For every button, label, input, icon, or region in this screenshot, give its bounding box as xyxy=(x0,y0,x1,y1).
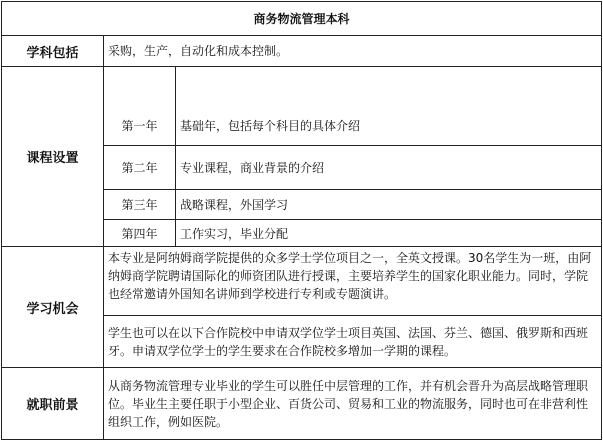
course-desc: 战略课程，外国学习 xyxy=(176,190,602,220)
course-year-row xyxy=(2,67,602,106)
opportunities-row-1 xyxy=(2,247,602,316)
opportunities-paragraph-2 xyxy=(104,316,602,368)
career-text: 从商务物流管理专业毕业的学生可以胜任中层管理的工作，并有机会晋升为高层战略管理职位。毕业生主要任职于小型企业、百货公司、贸易和工业的物流服务，同时也可在非营利性组织工作，例如医院。 xyxy=(108,378,589,429)
course-year: 第三年 xyxy=(104,190,176,220)
title-row xyxy=(2,2,602,36)
courses-label: 课程设置 xyxy=(2,67,104,247)
discipline-row xyxy=(2,36,602,67)
career-row xyxy=(2,368,602,440)
discipline-label: 学科包括 xyxy=(2,36,104,67)
discipline-content: 采购，生产，自动化和成本控制。 xyxy=(104,36,602,67)
course-desc-spacer xyxy=(176,67,602,106)
opportunities-text-2: 学生也可以在以下合作院校中申请双学位学士项目英国、法国、芬兰、德国、俄罗斯和西班牙。申请双学位学士的学生要求在合作院校多增加一学期的课程。 xyxy=(108,325,589,358)
course-year-spacer xyxy=(104,67,176,106)
course-desc: 工作实习，毕业分配 xyxy=(176,220,602,247)
opportunities-text-1: 本专业是阿纳姆商学院提供的众多学士学位项目之一，全英文授课。30名学生为一班，由阿纳姆商学院聘请国际化的师资团队进行授课，主要培养学生的国家化职业能力。同时，学院也经常邀请外国知名讲师到学校进行专利或专题演讲。 xyxy=(108,251,592,301)
course-year: 第二年 xyxy=(104,146,176,190)
table-title: 商务物流管理本科 xyxy=(2,2,602,36)
opportunities-label: 学习机会 xyxy=(2,247,104,368)
course-desc: 基础年，包括每个科目的具体介绍 xyxy=(176,106,602,146)
course-year: 第一年 xyxy=(104,106,176,146)
course-year: 第四年 xyxy=(104,220,176,247)
course-desc: 专业课程，商业背景的介绍 xyxy=(176,146,602,190)
program-info-table xyxy=(1,1,602,440)
career-label: 就职前景 xyxy=(2,368,104,440)
career-content xyxy=(104,368,602,440)
opportunities-paragraph-1 xyxy=(104,247,602,316)
